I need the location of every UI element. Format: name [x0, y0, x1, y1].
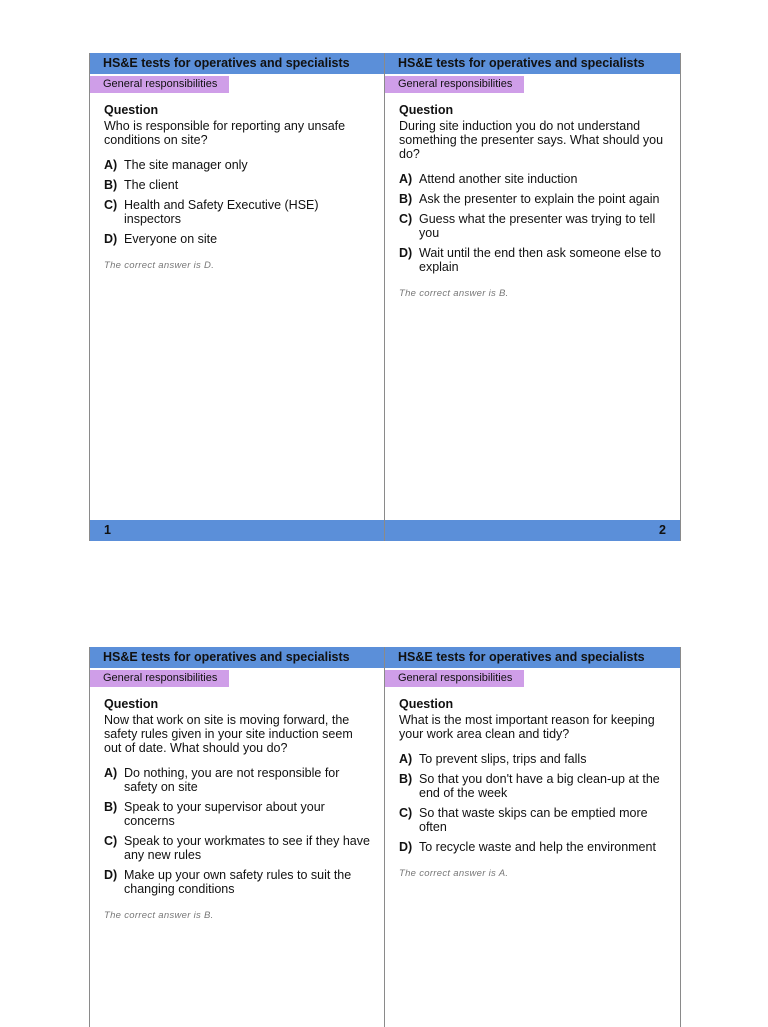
answer-letter: D)	[104, 232, 118, 246]
answer-option-c	[104, 198, 370, 226]
category-tag: General responsibilities	[385, 670, 524, 687]
page-number: 2	[385, 520, 680, 541]
answer-letter: C)	[104, 198, 118, 212]
answer-option-b	[399, 192, 666, 206]
answer-letter: A)	[104, 158, 118, 172]
question-card-2	[385, 53, 680, 541]
answer-text: The site manager only	[124, 158, 248, 172]
answer-text: Make up your own safety rules to suit the changing conditions	[124, 868, 352, 896]
answer-option-d	[104, 232, 370, 246]
question-label: Question	[104, 697, 159, 711]
answer-list	[104, 158, 370, 246]
answer-letter: D)	[104, 868, 118, 882]
answer-letter: D)	[399, 840, 413, 854]
answer-text: Speak to your workmates to see if they have any new rules	[124, 834, 370, 862]
answer-option-a	[399, 172, 666, 186]
answer-text: So that you don't have a big clean-up at the end of the week	[419, 772, 660, 800]
answer-letter: A)	[104, 766, 118, 780]
correct-answer-note: The correct answer is A.	[399, 868, 509, 879]
answer-letter: D)	[399, 246, 413, 260]
answer-letter: A)	[399, 172, 413, 186]
answer-text: Guess what the presenter was trying to tell you	[419, 212, 656, 240]
answer-text: The client	[124, 178, 179, 192]
answer-text: Speak to your supervisor about your concerns	[124, 800, 325, 828]
answer-text: To prevent slips, trips and falls	[419, 752, 587, 766]
answer-text: Health and Safety Executive (HSE) inspectors	[124, 198, 319, 226]
answer-list	[399, 752, 666, 854]
answer-text: So that waste skips can be emptied more often	[419, 806, 648, 834]
answer-text: Ask the presenter to explain the point again	[419, 192, 660, 206]
answer-option-a	[104, 766, 370, 794]
answer-letter: C)	[399, 806, 413, 820]
answer-text: To recycle waste and help the environment	[419, 840, 656, 854]
correct-answer-note: The correct answer is B.	[399, 288, 509, 299]
answer-option-a	[399, 752, 666, 766]
card-header: HS&E tests for operatives and specialists	[385, 53, 680, 74]
card-header: HS&E tests for operatives and specialists	[90, 53, 384, 74]
answer-text: Wait until the end then ask someone else to explain	[419, 246, 662, 274]
answer-option-d	[399, 246, 666, 274]
question-card-4	[385, 647, 680, 1027]
question-card-3	[90, 647, 385, 1027]
category-tag: General responsibilities	[90, 76, 229, 93]
answer-letter: A)	[399, 752, 413, 766]
category-tag: General responsibilities	[385, 76, 524, 93]
answer-option-d	[104, 868, 370, 896]
answer-option-b	[104, 178, 370, 192]
answer-letter: C)	[104, 834, 118, 848]
answer-text: Everyone on site	[124, 232, 218, 246]
question-label: Question	[104, 103, 159, 117]
correct-answer-note: The correct answer is D.	[104, 260, 215, 271]
answer-letter: B)	[104, 178, 118, 192]
answer-list	[399, 172, 666, 274]
question-card-1	[90, 53, 385, 541]
answer-option-a	[104, 158, 370, 172]
answer-option-b	[399, 772, 666, 800]
question-text: What is the most important reason for keeping your work area clean and tidy?	[399, 713, 655, 741]
card-sheet-top	[89, 53, 681, 541]
question-text: Now that work on site is moving forward, the safety rules given in your site induction seem out of date. What should you do?	[104, 713, 353, 755]
answer-letter: B)	[104, 800, 118, 814]
card-header: HS&E tests for operatives and specialists	[90, 647, 384, 668]
answer-option-c	[104, 834, 370, 862]
answer-option-c	[399, 806, 666, 834]
question-label: Question	[399, 697, 454, 711]
question-label: Question	[399, 103, 454, 117]
answer-option-d	[399, 840, 666, 854]
category-tag: General responsibilities	[90, 670, 229, 687]
answer-letter: C)	[399, 212, 413, 226]
answer-option-c	[399, 212, 666, 240]
answer-list	[104, 766, 370, 896]
question-text: During site induction you do not understand something the presenter says. What should you do?	[399, 119, 664, 161]
page-number: 1	[90, 520, 384, 541]
answer-letter: B)	[399, 772, 413, 786]
card-sheet-bottom	[89, 647, 681, 1027]
answer-text: Do nothing, you are not responsible for safety on site	[124, 766, 340, 794]
question-text: Who is responsible for reporting any unsafe conditions on site?	[104, 119, 346, 147]
correct-answer-note: The correct answer is B.	[104, 910, 214, 921]
answer-text: Attend another site induction	[419, 172, 578, 186]
answer-option-b	[104, 800, 370, 828]
answer-letter: B)	[399, 192, 413, 206]
card-header: HS&E tests for operatives and specialists	[385, 647, 680, 668]
